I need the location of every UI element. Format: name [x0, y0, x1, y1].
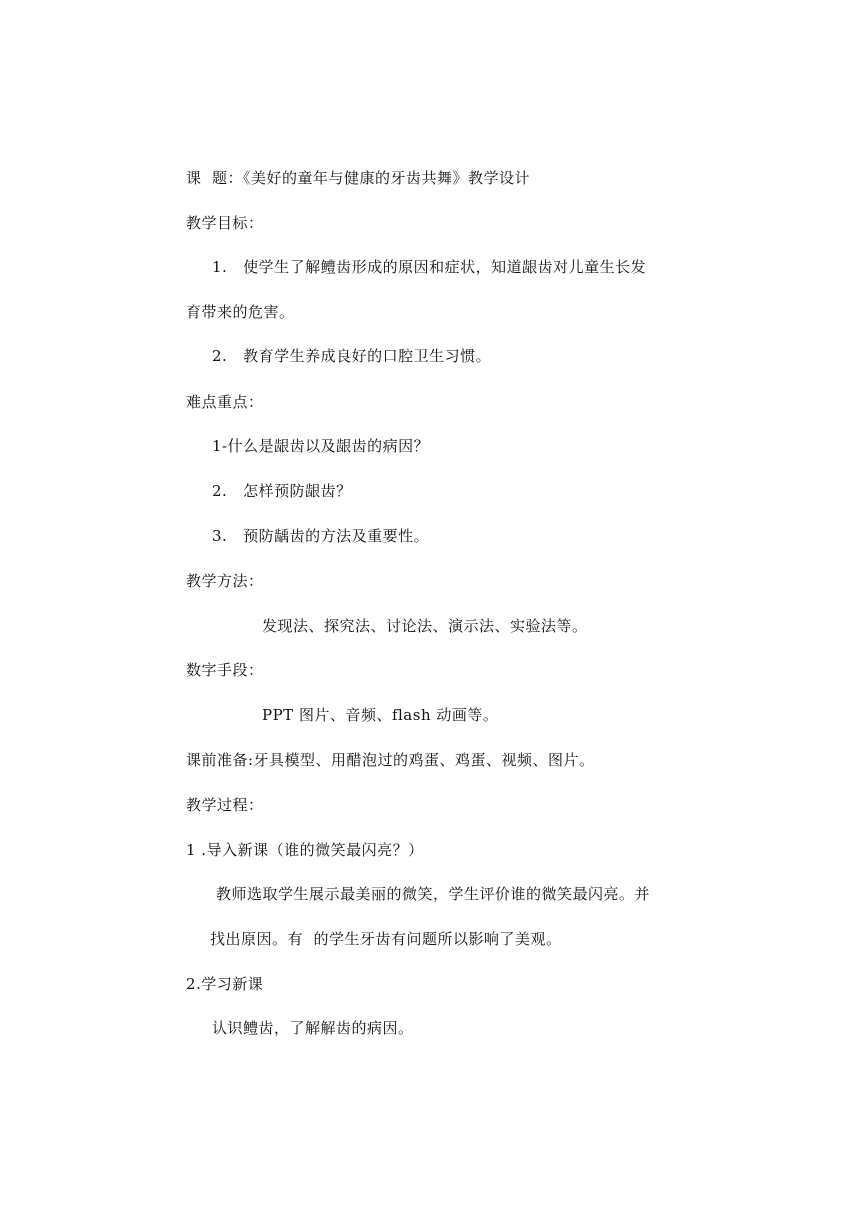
objective-1-line-1: 1. 使学生了解鳢齿形成的原因和症状，知道龈齿对儿童生长发 [212, 258, 647, 276]
methods-heading: 教学方法： [186, 572, 264, 590]
objectives-heading: 教学目标： [186, 214, 264, 232]
key-point-1: 1-什么是龈齿以及龈齿的病因？ [212, 437, 430, 455]
step-1-text-line-2: 找出原因。有 的学生牙齿有问题所以影响了美观。 [210, 930, 562, 948]
step-2-title: 2.学习新课 [186, 975, 264, 993]
key-point-2: 2. 怎样预防龈齿？ [212, 482, 352, 500]
methods-text: 发现法、探究法、讨论法、演示法、实验法等。 [262, 617, 588, 635]
preparation-text: 课前准备:牙具模型、用醋泡过的鸡蛋、鸡蛋、视频、图片。 [186, 751, 595, 769]
document-title: 课 题：《美好的童年与健康的牙齿共舞》教学设计 [186, 169, 531, 187]
process-heading: 教学过程： [186, 796, 264, 814]
objective-2: 2. 教育学生养成良好的口腔卫生习惯。 [212, 347, 492, 365]
key-point-3: 3. 预防龋齿的方法及重要性。 [212, 527, 430, 545]
step-1-title: 1 .导入新课（谁的微笑最闪亮？） [186, 841, 424, 859]
objective-1-line-2: 育带来的危害。 [186, 303, 295, 321]
key-points-heading: 难点重点： [186, 393, 264, 411]
media-text: PPT 图片、音频、flash 动画等。 [262, 706, 499, 724]
step-2-text: 认识鳢齿，了解解齿的病因。 [212, 1019, 414, 1037]
media-heading: 数字手段： [186, 661, 264, 679]
step-1-text-line-1: 教师选取学生展示最美丽的微笑，学生评价谁的微笑最闪亮。并 [216, 885, 651, 903]
